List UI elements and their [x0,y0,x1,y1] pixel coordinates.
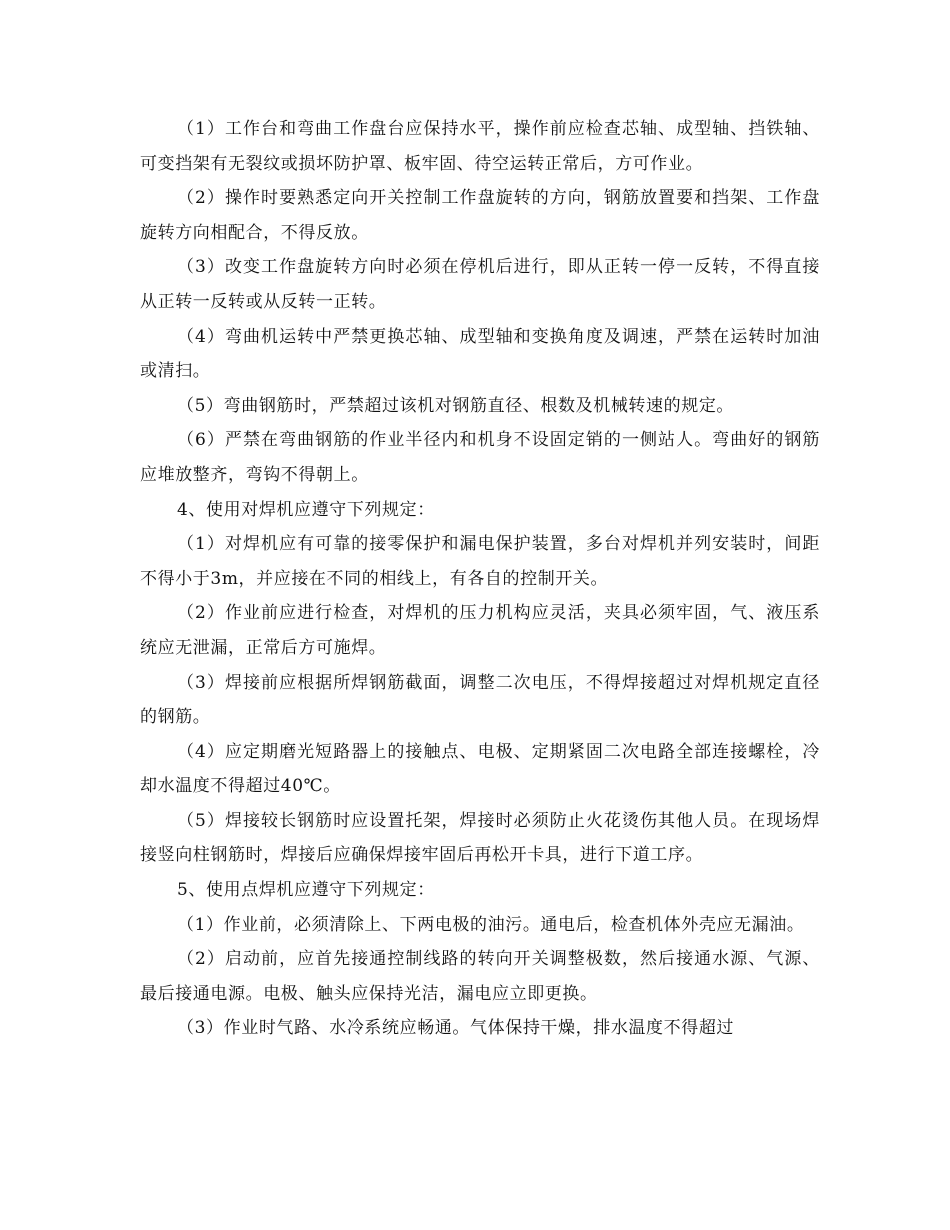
paragraph-spot-2: （2）启动前，应首先接通控制线路的转向开关调整极数，然后接通水源、气源、最后接通电源。电极、触头应保持光洁，漏电应立即更换。 [140,949,820,1004]
paragraph-spot-1: （1）作业前，必须清除上、下两电极的油污。通电后，检查机体外壳应无漏油。 [177,914,805,935]
paragraph-butt-4: （4）应定期磨光短路器上的接触点、电极、定期紧固二次电路全部连接螺栓，冷却水温度不得超过40℃。 [140,741,820,797]
document-body [140,112,820,1046]
paragraph-butt-5: （5）焊接较长钢筋时应设置托架，焊接时必须防止火花烫伤其他人员。在现场焊接竖向柱钢筋时，焊接后应确保焊接牢固后再松开卡具，进行下道工序。 [140,810,820,866]
paragraph-spot-3: （3）作业时气路、水冷系统应畅通。气体保持干燥，排水温度不得超过 [177,1018,735,1039]
paragraph-bend-6: （6）严禁在弯曲钢筋的作业半径内和机身不设固定销的一侧站人。弯曲好的钢筋应堆放整齐，弯钩不得朝上。 [140,430,820,485]
section-heading-spot-welder: 5、使用点焊机应遵守下列规定： [177,880,435,901]
paragraph-butt-1: （1）对焊机应有可靠的接零保护和漏电保护装置，多台对焊机并列安装时，间距不得小于3m，并应接在不同的相线上，有各自的控制开关。 [140,534,820,589]
paragraph-bend-1: （1）工作台和弯曲工作盘台应保持水平，操作前应检查芯轴、成型轴、挡铁轴、可变挡架有无裂纹或损坏防护罩、板牢固、待空运转正常后，方可作业。 [140,119,820,174]
paragraph-butt-2: （2）作业前应进行检查，对焊机的压力机构应灵活，夹具必须牢固，气、液压系统应无泄漏，正常后方可施焊。 [140,603,820,658]
paragraph-bend-3: （3）改变工作盘旋转方向时必须在停机后进行，即从正转一停一反转，不得直接从正转一反转或从反转一正转。 [140,257,820,312]
paragraph-bend-5: （5）弯曲钢筋时，严禁超过该机对钢筋直径、根数及机械转速的规定。 [177,395,735,416]
paragraph-bend-2: （2）操作时要熟悉定向开关控制工作盘旋转的方向，钢筋放置要和挡架、工作盘旋转方向相配合，不得反放。 [140,188,820,243]
section-heading-butt-welder: 4、使用对焊机应遵守下列规定： [177,499,435,520]
paragraph-bend-4: （4）弯曲机运转中严禁更换芯轴、成型轴和变换角度及调速，严禁在运转时加油或清扫。 [140,326,820,382]
paragraph-butt-3: （3）焊接前应根据所焊钢筋截面，调整二次电压，不得焊接超过对焊机规定直径的钢筋。 [140,672,820,728]
